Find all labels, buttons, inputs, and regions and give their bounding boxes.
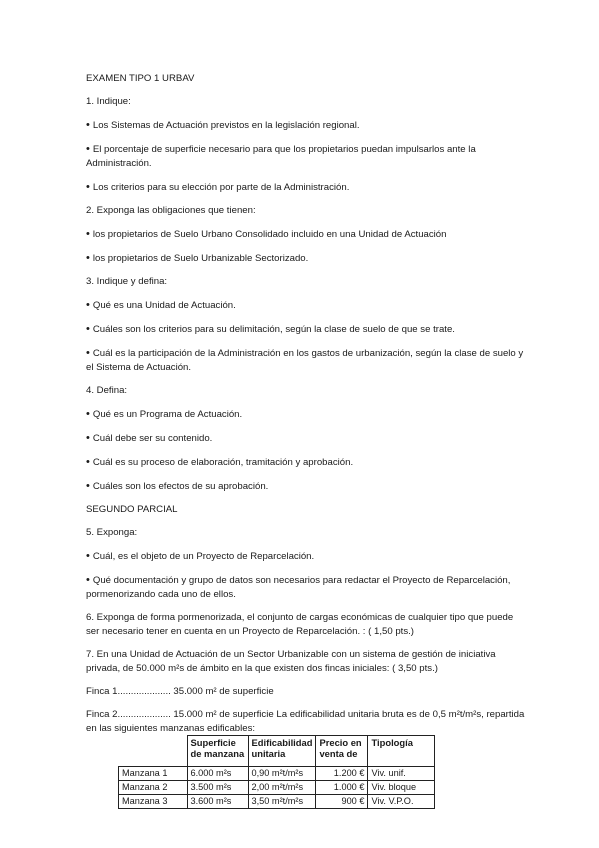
- table-cell: 1.000 €: [316, 781, 368, 795]
- table-cell: 0,90 m²t/m²s: [248, 767, 316, 781]
- bullet-item: • Los criterios para su elección por parte de la Administración.: [86, 180, 526, 195]
- manzanas-table: [118, 735, 435, 809]
- table-row: [119, 781, 435, 795]
- table-cell: 3.500 m²s: [187, 781, 248, 795]
- question-5: 5. Exponga:: [86, 527, 138, 538]
- question-7: 7. En una Unidad de Actuación de un Sector Urbanizable con un sistema de gestión de iniciativa privada, de 50.000 m²s de ámbito en la que existen dos fincas iniciales: ( 3,50 pts.): [86, 649, 496, 674]
- section-heading: SEGUNDO PARCIAL: [86, 504, 178, 515]
- table-cell: 1.200 €: [316, 767, 368, 781]
- bullet-item: • Cuáles son los efectos de su aprobación.: [86, 479, 526, 494]
- finca-1-line: Finca 1.................... 35.000 m² de superficie: [86, 686, 274, 697]
- table-row: [119, 767, 435, 781]
- question-3: 3. Indique y defina:: [86, 276, 168, 287]
- bullet-item: • los propietarios de Suelo Urbanizable Sectorizado.: [86, 251, 526, 266]
- table-cell: Manzana 2: [119, 781, 188, 795]
- bullet-item: • Los Sistemas de Actuación previstos en la legislación regional.: [86, 118, 526, 133]
- finca-2-line: Finca 2.................... 15.000 m² de superficie La edificabilidad unitaria bruta es de 0,5 m²t/m²s, repartida en las siguientes manzanas edificables:: [86, 709, 525, 734]
- bullet-item: • Cuál es su proceso de elaboración, tramitación y aprobación.: [86, 455, 526, 470]
- table-cell: Manzana 1: [119, 767, 188, 781]
- question-4: 4. Defina:: [86, 385, 128, 396]
- bullet-item: • Cuál es la participación de la Administración en los gastos de urbanización, según la clase de suelo y el Sistema de Actuación.: [86, 346, 526, 375]
- question-1: 1. Indique:: [86, 96, 131, 107]
- table-cell: 900 €: [316, 795, 368, 809]
- table-cell: Viv. V.P.O.: [368, 795, 435, 809]
- bullet-item: • Cuál debe ser su contenido.: [86, 431, 526, 446]
- bullet-item: • El porcentaje de superficie necesario para que los propietarios puedan impulsarlos ante la Administración.: [86, 142, 526, 171]
- question-2: 2. Exponga las obligaciones que tienen:: [86, 205, 256, 216]
- bullet-item: • Cuáles son los criterios para su delimitación, según la clase de suelo de que se trate.: [86, 322, 526, 337]
- bullet-item: • Cuál, es el objeto de un Proyecto de Reparcelación.: [86, 549, 526, 564]
- bullet-item: • los propietarios de Suelo Urbano Consolidado incluido en una Unidad de Actuación: [86, 227, 526, 242]
- table-cell: Viv. bloque: [368, 781, 435, 795]
- table-cell: Manzana 3: [119, 795, 188, 809]
- table-cell: 6.000 m²s: [187, 767, 248, 781]
- table-cell: Viv. unif.: [368, 767, 435, 781]
- table-header-cell: Edificabilidad unitaria: [248, 736, 316, 767]
- document-title: EXAMEN TIPO 1 URBAV: [86, 73, 195, 84]
- question-6: 6. Exponga de forma pormenorizada, el conjunto de cargas económicas de cualquier tipo que puede ser necesario tener en cuenta en un Proyecto de Reparcelación. : ( 1,50 pts.): [86, 612, 514, 637]
- bullet-item: • Qué es un Programa de Actuación.: [86, 407, 526, 422]
- table-header-cell: Tipología: [368, 736, 435, 767]
- document-body: [86, 72, 526, 745]
- table-cell: 3,50 m²t/m²s: [248, 795, 316, 809]
- table-row: [119, 795, 435, 809]
- table-header-cell: [119, 736, 188, 767]
- table-header-row: [119, 736, 435, 767]
- table-header-cell: Precio en venta de: [316, 736, 368, 767]
- table-header-cell: Superficie de manzana: [187, 736, 248, 767]
- bullet-item: • Qué es una Unidad de Actuación.: [86, 298, 526, 313]
- table-cell: 3.600 m²s: [187, 795, 248, 809]
- bullet-item: • Qué documentación y grupo de datos son necesarios para redactar el Proyecto de Reparcelación, pormenorizando cada uno de ellos.: [86, 573, 526, 602]
- table-cell: 2,00 m²t/m²s: [248, 781, 316, 795]
